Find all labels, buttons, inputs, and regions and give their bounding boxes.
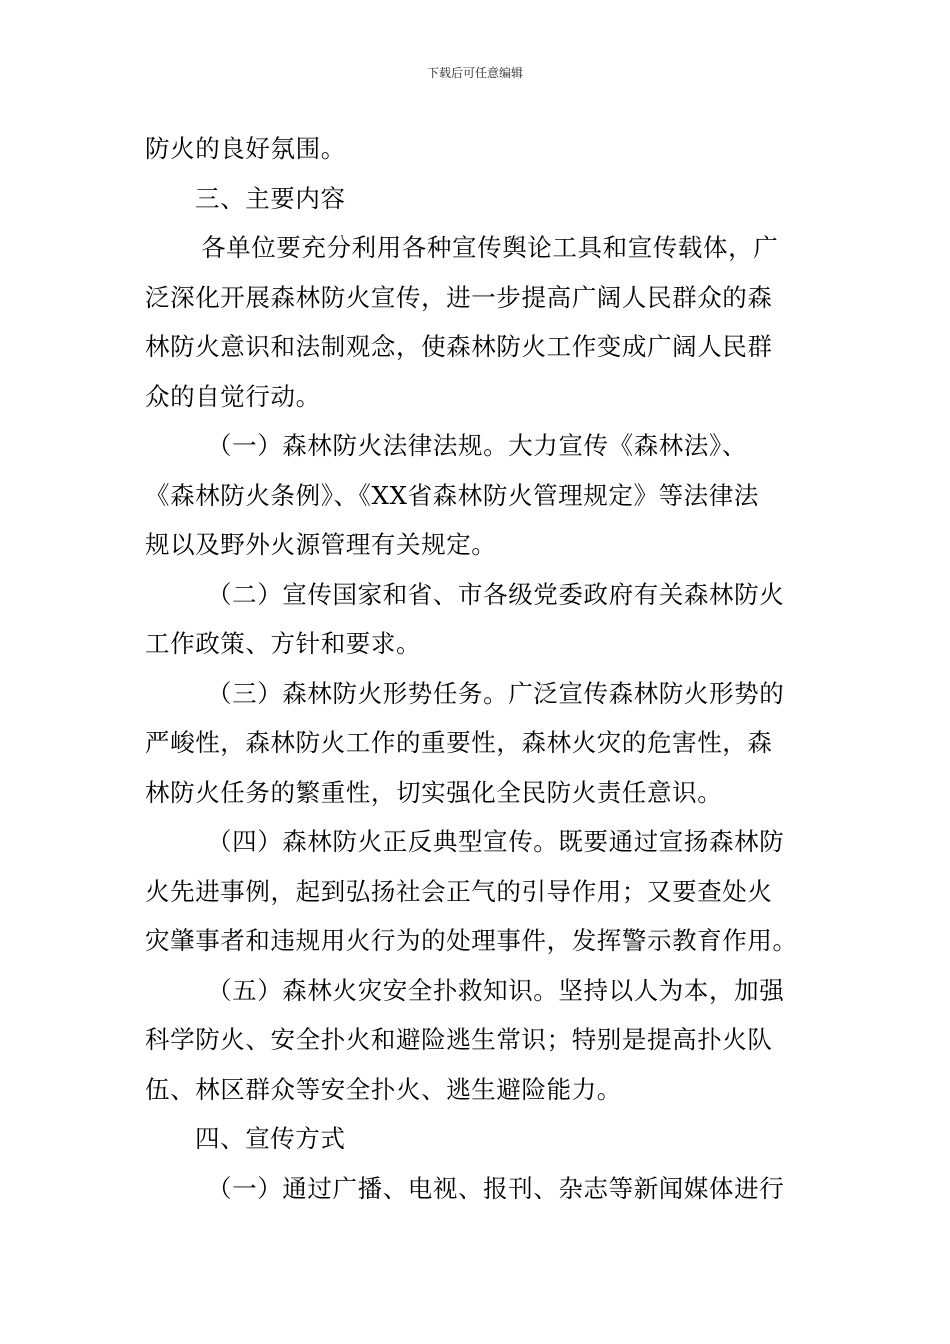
body-line: 严峻性，森林防火工作的重要性，森林火灾的危害性，森: [145, 728, 773, 757]
body-line: 《森林防火条例》、《XX省森林防火管理规定》等法律法: [145, 480, 759, 510]
body-line: 林防火意识和法制观念，使森林防火工作变成广阔人民群: [145, 332, 773, 361]
body-line: 众的自觉行动。: [145, 381, 321, 411]
list-item-1-heading: （一）通过广播、电视、报刊、杂志等新闻媒体进行: [207, 1173, 785, 1203]
list-item-5-heading: （五）森林火灾安全扑救知识。坚持以人为本，加强: [207, 975, 785, 1005]
body-line: 规以及野外火源管理有关规定。: [145, 530, 497, 559]
list-item-3-heading: （三）森林防火形势任务。广泛宣传森林防火形势的: [207, 678, 785, 708]
section-heading-main-content: 三、主要内容: [195, 183, 346, 213]
page-header-note: 下载后可任意编辑: [426, 66, 523, 80]
section-heading-publicity-methods: 四、宣传方式: [195, 1124, 346, 1153]
body-line: 各单位要充分利用各种宣传舆论工具和宣传载体，广: [201, 233, 779, 262]
list-item-4-heading: （四）森林防火正反典型宣传。既要通过宣扬森林防: [207, 827, 785, 856]
list-item-2-heading: （二）宣传国家和省、市各级党委政府有关森林防火: [207, 579, 785, 609]
body-line: 灾肇事者和违规用火行为的处理事件，发挥警示教育作用。: [145, 926, 798, 955]
list-item-1-heading: （一）森林防火法律法规。大力宣传《森林法》、: [207, 431, 747, 460]
body-line: 伍、林区群众等安全扑火、逃生避险能力。: [145, 1074, 622, 1104]
body-line: 防火的良好氛围。: [145, 134, 346, 163]
body-line: 林防火任务的繁重性，切实强化全民防火责任意识。: [145, 777, 723, 807]
body-line: 火先进事例，起到弘扬社会正气的引导作用；又要查处火: [145, 876, 773, 906]
body-line: 泛深化开展森林防火宣传，进一步提高广阔人民群众的森: [145, 282, 773, 312]
document-body: [145, 124, 805, 1213]
body-line: 工作政策、方针和要求。: [145, 629, 422, 658]
body-line: 科学防火、安全扑火和避险逃生常识；特别是提高扑火队: [145, 1025, 773, 1054]
